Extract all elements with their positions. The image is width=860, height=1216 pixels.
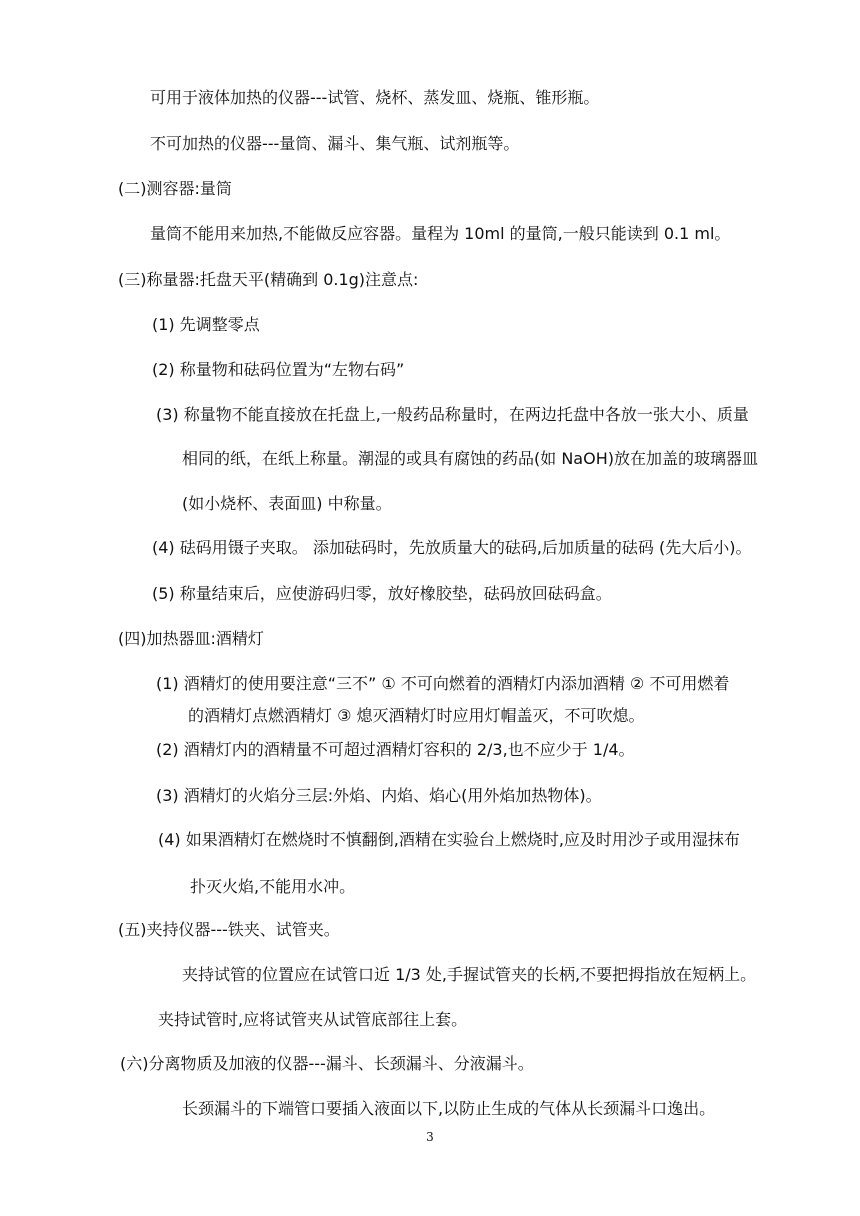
page-number: 3	[426, 1130, 434, 1144]
section-heading-3: (三)称量器:托盘天平(精确到 0.1g)注意点:	[118, 270, 419, 289]
list-item: (4) 如果酒精灯在燃烧时不慎翻倒,酒精在实验台上燃烧时,应及时用沙子或用湿抹布	[158, 830, 740, 849]
text-line-4: 量筒不能用来加热,不能做反应容器。量程为 10ml 的量筒,一般只能读到 0.1 ml。	[150, 224, 731, 243]
text-line: 夹持试管的位置应在试管口近 1/3 处,手握试管夹的长柄,不要把拇指放在短柄上。	[182, 965, 757, 984]
list-item: (1) 酒精灯的使用要注意“三不” ① 不可向燃着的酒精灯内添加酒精 ② 不可用燃着	[156, 674, 730, 693]
list-item: (4) 砝码用镊子夹取。 添加砝码时，先放质量大的砝码,后加质量的砝码 (先大后小)。	[152, 538, 752, 557]
list-item-continuation: (如小烧杯、表面皿) 中称量。	[182, 494, 392, 513]
section-heading-4: (四)加热器皿:酒精灯	[118, 629, 264, 648]
text-line: 夹持试管时,应将试管夹从试管底部往上套。	[158, 1010, 468, 1029]
list-item: (1) 先调整零点	[152, 315, 260, 334]
list-item: (2) 称量物和砝码位置为“左物右码”	[152, 360, 405, 379]
section-heading-5: (五)夹持仪器---铁夹、试管夹。	[118, 920, 340, 939]
text-line-2: 不可加热的仪器---量筒、漏斗、集气瓶、试剂瓶等。	[150, 134, 520, 153]
list-item: (3) 酒精灯的火焰分三层:外焰、内焰、焰心(用外焰加热物体)。	[156, 786, 602, 805]
list-item-continuation: 扑灭火焰,不能用水冲。	[190, 877, 356, 896]
section-heading-2: (二)测容器:量筒	[118, 179, 232, 198]
text-line-1: 可用于液体加热的仪器---试管、烧杯、蒸发皿、烧瓶、锥形瓶。	[150, 88, 600, 107]
list-item: (3) 称量物不能直接放在托盘上,一般药品称量时，在两边托盘中各放一张大小、质量	[156, 405, 749, 424]
list-item: (5) 称量结束后，应使游码归零，放好橡胶垫，砝码放回砝码盒。	[152, 584, 612, 603]
list-item-continuation: 的酒精灯点燃酒精灯 ③ 熄灭酒精灯时应用灯帽盖灭，不可吹熄。	[188, 706, 645, 725]
text-line: 长颈漏斗的下端管口要插入液面以下,以防止生成的气体从长颈漏斗口逸出。	[182, 1099, 716, 1118]
list-item: (2) 酒精灯内的酒精量不可超过酒精灯容积的 2/3,也不应少于 1/4。	[156, 740, 635, 759]
section-heading-6: (六)分离物质及加液的仪器---漏斗、长颈漏斗、分液漏斗。	[120, 1054, 534, 1073]
list-item-continuation: 相同的纸，在纸上称量。潮湿的或具有腐蚀的药品(如 NaOH)放在加盖的玻璃器皿	[182, 449, 758, 468]
